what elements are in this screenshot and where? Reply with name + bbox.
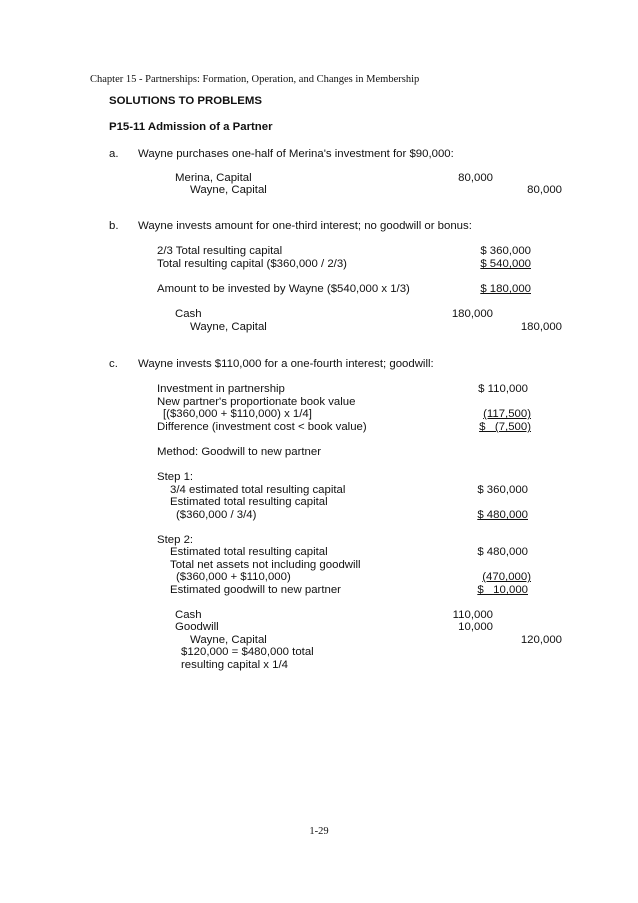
entry-c-note: resulting capital x 1/4 [181, 659, 289, 671]
entry-c-debit-amount: 110,000 [452, 609, 493, 621]
step2-line-amount: (470,000) [482, 571, 531, 583]
c-line-amount: (117,500) [483, 408, 531, 420]
entry-b-credit-account: Wayne, Capital [190, 321, 267, 333]
entry-b-debit-amount: 180,000 [451, 308, 493, 320]
c-line-label: [($360,000 + $110,000) x 1/4] [163, 408, 312, 420]
entry-c-credit-amount: 120,000 [520, 634, 562, 646]
step1-line-amount: $ 360,000 [477, 484, 528, 496]
entry-b-credit-amount: 180,000 [520, 321, 562, 333]
problem-title: P15-11 Admission of a Partner [109, 121, 273, 133]
section-title: SOLUTIONS TO PROBLEMS [109, 95, 262, 107]
c-line-label: Investment in partnership [157, 383, 285, 395]
entry-a-credit-account: Wayne, Capital [190, 184, 267, 196]
b-line-label: Total resulting capital ($360,000 / 2/3) [157, 258, 347, 270]
step2-line-label: Estimated total resulting capital [170, 546, 328, 558]
entry-c-debit-account: Cash [175, 609, 202, 621]
step1-line-amount: $ 480,000 [477, 509, 528, 521]
part-b-description: Wayne invests amount for one-third interest; no goodwill or bonus: [138, 220, 472, 232]
c-line-label: New partner's proportionate book value [157, 396, 356, 408]
step2-line-label: Total net assets not including goodwill [170, 559, 361, 571]
b-line-label: Amount to be invested by Wayne ($540,000 x 1/3) [157, 283, 410, 295]
entry-c-credit-account: Wayne, Capital [190, 634, 267, 646]
entry-b-debit-account: Cash [175, 308, 202, 320]
b-line-label: 2/3 Total resulting capital [157, 245, 283, 257]
step2-line-label: ($360,000 + $110,000) [176, 571, 291, 583]
step2-line-amount: $ 480,000 [477, 546, 528, 558]
part-c-letter: c. [109, 358, 118, 370]
entry-a-credit-amount: 80,000 [527, 184, 562, 196]
b-line-amount: $ 360,000 [480, 245, 531, 257]
page-number: 1-29 [309, 826, 329, 837]
step1-line-label: 3/4 estimated total resulting capital [170, 484, 346, 496]
step1-line-label: ($360,000 / 3/4) [176, 509, 257, 521]
part-c-description: Wayne invests $110,000 for a one-fourth interest; goodwill: [138, 358, 434, 370]
step2-title: Step 2: [157, 534, 194, 546]
step1-line-label: Estimated total resulting capital [170, 496, 328, 508]
c-line-amount: $ (7,500) [479, 421, 531, 433]
method-label: Method: Goodwill to new partner [157, 446, 321, 458]
step2-line-amount: $ 10,000 [477, 584, 528, 596]
entry-c-note: $120,000 = $480,000 total [181, 646, 314, 658]
entry-c-debit-account: Goodwill [175, 621, 219, 633]
part-a-description: Wayne purchases one-half of Merina's investment for $90,000: [138, 148, 454, 160]
c-line-label: Difference (investment cost < book value) [157, 421, 367, 433]
b-line-amount: $ 540,000 [480, 258, 531, 270]
part-b-letter: b. [109, 220, 119, 232]
b-line-amount: $ 180,000 [480, 283, 531, 295]
entry-c-debit-amount: 10,000 [458, 621, 493, 633]
step2-line-label: Estimated goodwill to new partner [170, 584, 341, 596]
entry-a-debit-amount: 80,000 [458, 172, 493, 184]
entry-a-debit-account: Merina, Capital [175, 172, 252, 184]
step1-title: Step 1: [157, 471, 194, 483]
part-a-letter: a. [109, 148, 119, 160]
c-line-amount: $ 110,000 [478, 383, 528, 395]
chapter-header: Chapter 15 - Partnerships: Formation, Operation, and Changes in Membership [90, 74, 420, 85]
